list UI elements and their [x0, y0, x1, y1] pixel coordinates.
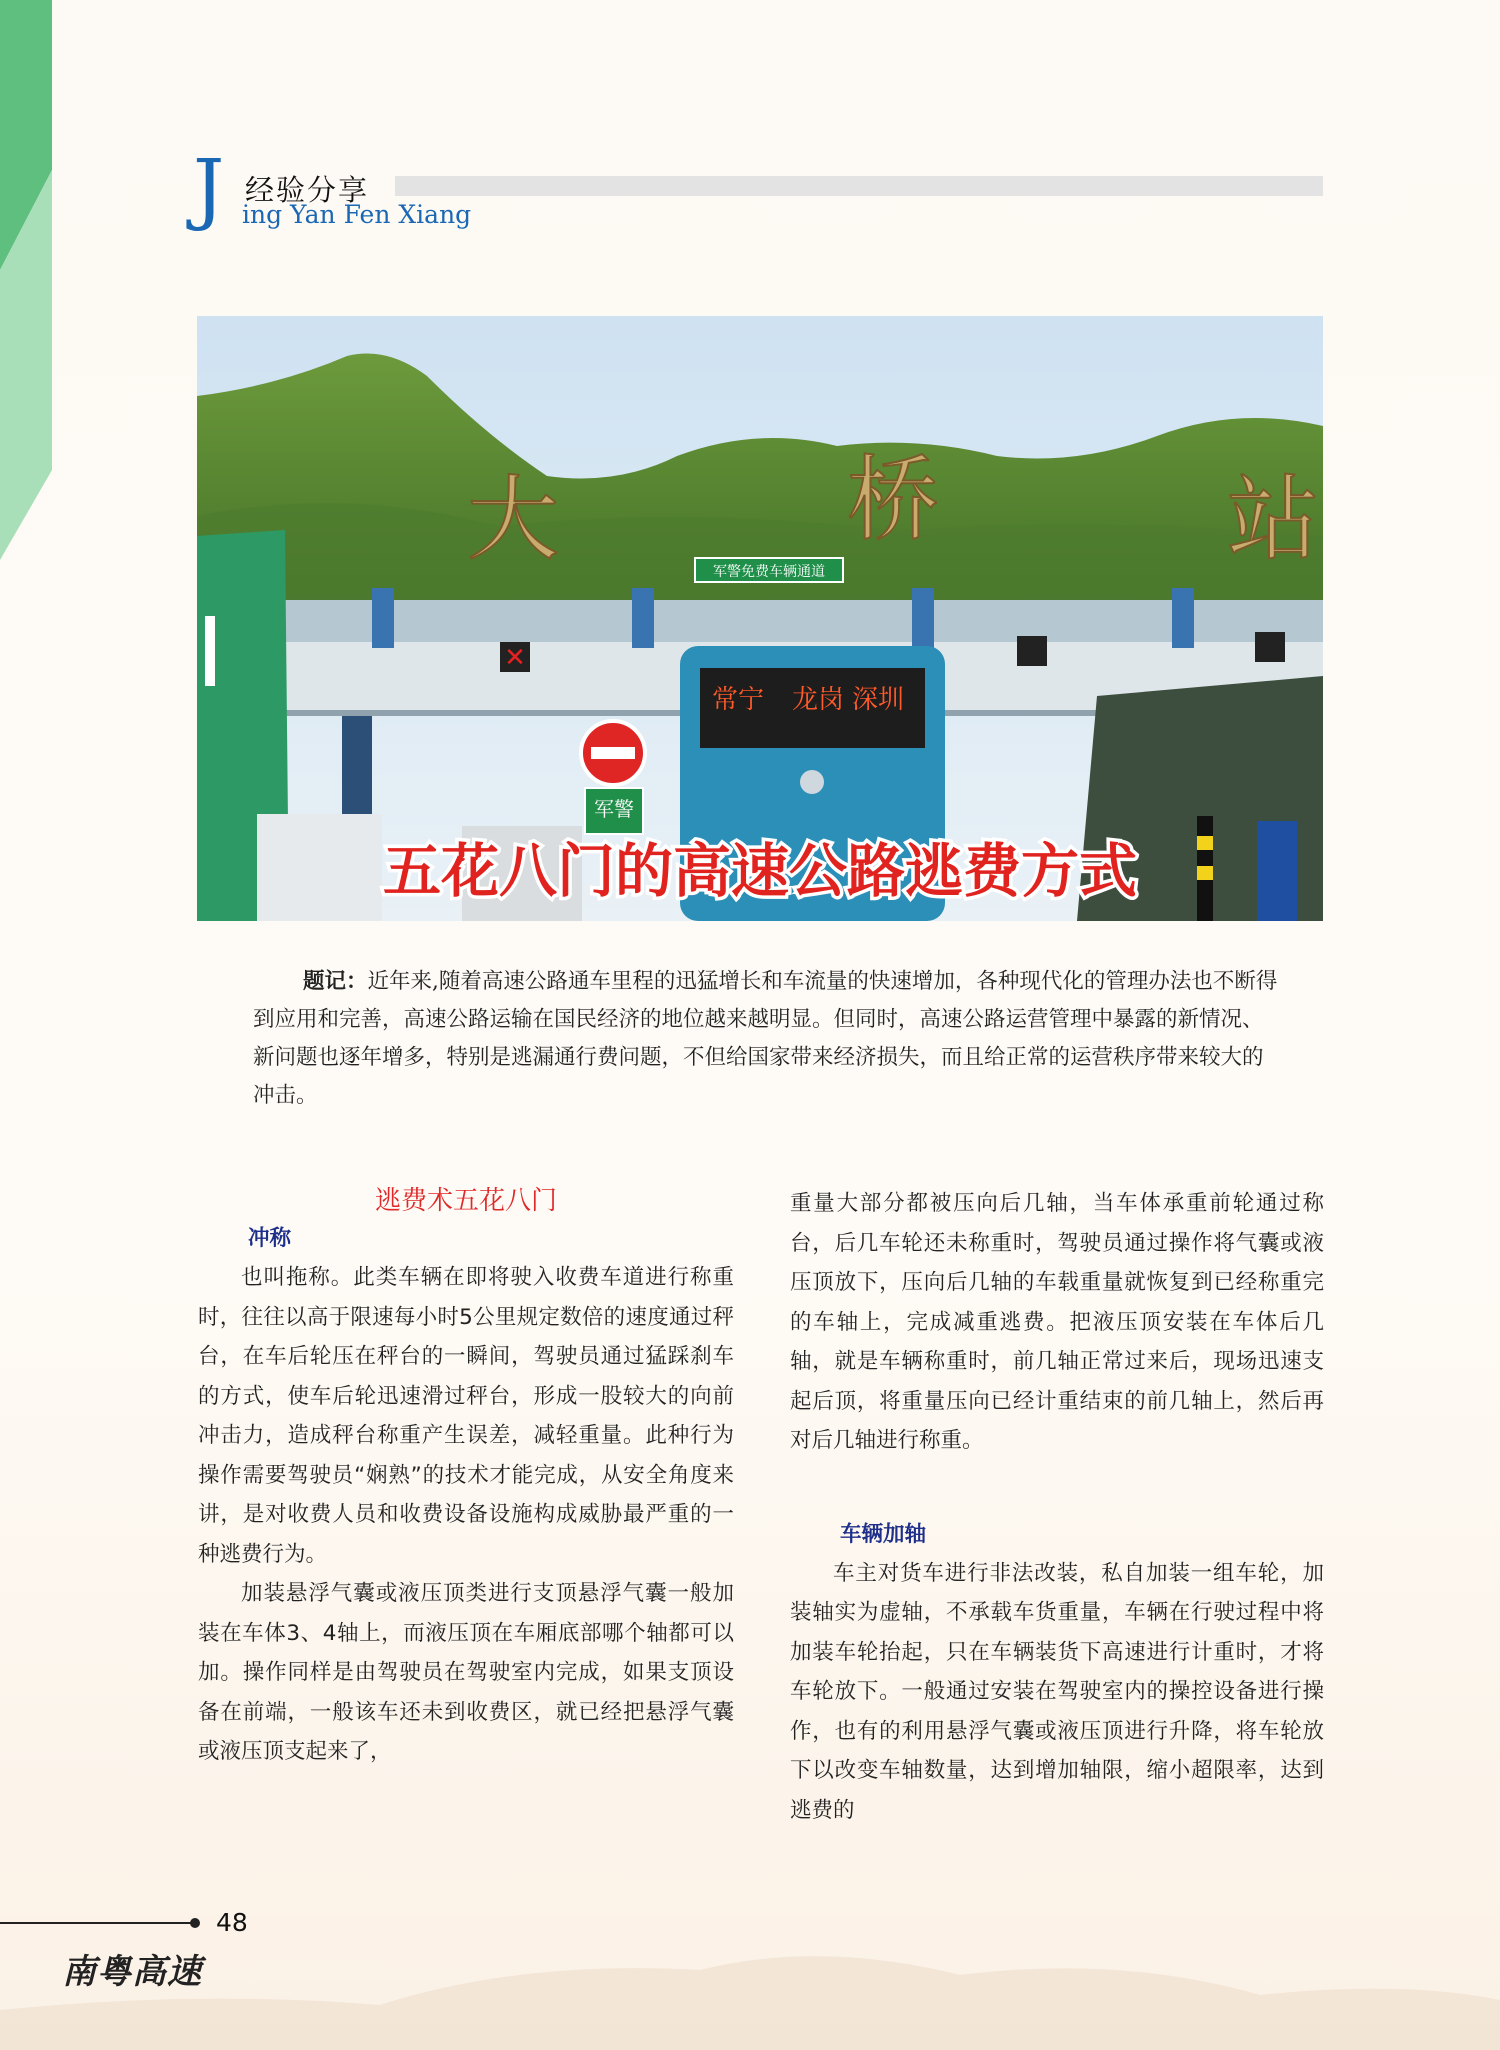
section-title-pinyin: ing Yan Fen Xiang: [242, 200, 472, 229]
article-column-left: [198, 1183, 734, 1772]
station-char-1: 大: [467, 466, 560, 573]
header-rule: [395, 176, 1323, 196]
bus-display-2: 龙岗: [792, 685, 845, 715]
paragraph-3: 重量大部分都被压向后几轴，当车体承重前轮通过称台，后几车轮还未称重时，驾驶员通过操作将气囊或液压顶放下，压向后几轴的车载重量就恢复到已经称重完的车轴上，完成减重逃费。把液压顶安装在车体后几轴，就是车辆称重时，前几轴正常过来后，现场迅速支起后顶，将重量压向已经计重结束的前几轴上，然后再对后几轴进行称重。: [790, 1191, 1324, 1453]
bus-display-1: 常宁: [712, 685, 765, 715]
svg-text:✕: ✕: [504, 643, 526, 673]
paragraph-2: 加装悬浮气囊或液压顶类进行支顶悬浮气囊一般加装在车体3、4轴上，而液压顶在车厢底部哪个轴都可以加。操作同样是由驾驶员在驾驶室内完成，如果支顶设备在前端，一般该车还未到收费区，就已经把悬浮气囊或液压顶支起来了，: [198, 1581, 734, 1764]
toll-station-photo: [197, 316, 1323, 921]
section-title-chinese: 经验分享: [245, 173, 370, 207]
headline: 五花八门的高速公路逃费方式: [382, 837, 1138, 905]
paragraph-1: 也叫拖称。此类车辆在即将驶入收费车道进行称重时，往往以高于限速每小时5公里规定数倍的速度通过秤台，在车后轮压在秤台的一瞬间，驾驶员通过猛踩刹车的方式，使车后轮迅速滑过秤台，形成一股较大的向前冲击力，造成秤台称重产生误差，减轻重量。此种行为操作需要驾驶员“娴熟”的技术才能完成，从安全角度来讲，是对收费人员和收费设备设施构成威胁最严重的一种逃费行为。: [198, 1265, 734, 1567]
abstract: [253, 963, 1283, 1115]
decorative-green-stripe: [0, 0, 60, 560]
footer-rule: [0, 1922, 193, 1924]
station-char-3: 站: [1227, 466, 1320, 573]
subheading-chongcheng: 冲称: [248, 1226, 292, 1251]
abstract-text: 近年来,随着高速公路通车里程的迅猛增长和车流量的快速增加，各种现代化的管理办法也不断得到应用和完善，高速公路运输在国民经济的地位越来越明显。但同时，高速公路运营管理中暴露的新情况、新问题也逐年增多，特别是逃漏通行费问题，不但给国家带来经济损失，而且给正常的运营秩序带来较大的冲击。: [253, 969, 1278, 1108]
footer-dot: [190, 1918, 200, 1928]
magazine-logo: 南粤高速: [62, 1952, 202, 1992]
small-sign-text: 军警: [594, 797, 634, 821]
paragraph-4: 车主对货车进行非法改装，私自加装一组车轮，加装轴实为虚轴，不承载车货重量，车辆在行驶过程中将加装车轮抬起，只在车辆装货下高速进行计重时，才将车轮放下。一般通过安装在驾驶室内的操控设备进行操作，也有的利用悬浮气囊或液压顶进行升降，将车轮放下以改变车轴数量，达到增加轴限，缩小超限率，达到逃费的: [790, 1560, 1324, 1823]
subheading-jiazhou: 车辆加轴: [840, 1521, 927, 1547]
bus-display-3: 深圳: [852, 685, 905, 715]
station-char-2: 桥: [847, 446, 940, 553]
page-number: 48: [216, 1908, 248, 1937]
lane-sign-text: 军警免费车辆通道: [713, 564, 825, 580]
section-heading: 逃费术五花八门: [374, 1186, 557, 1216]
section-initial-letter: J: [193, 144, 225, 234]
abstract-label: 题记：: [303, 969, 368, 994]
article-column-right: [790, 1184, 1324, 1830]
